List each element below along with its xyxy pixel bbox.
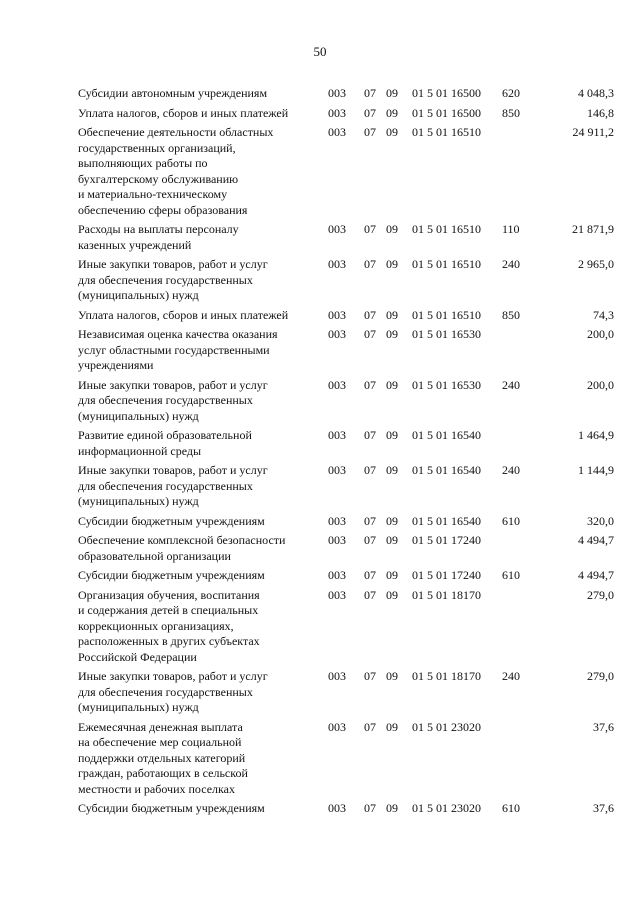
amount: 24 911,2: [572, 125, 614, 139]
subsection-code: 09: [386, 125, 398, 139]
table-row: [78, 428, 614, 459]
subsection-code: 09: [386, 513, 398, 528]
budget-table: [78, 86, 614, 821]
section-code: 07: [364, 801, 376, 815]
subsection-code: 09: [386, 463, 398, 477]
expense-name: Ежемесячная денежная выплата на обеспечение мер социальной поддержки отдельных категорий граждан, работающих в сельской местности и рабочих поселках: [78, 719, 248, 796]
expense-type-code: 850: [502, 105, 520, 120]
amount: 4 048,3: [578, 86, 614, 100]
target-article-code: 01 5 01 16510: [412, 125, 481, 139]
expense-type-code: 240: [502, 463, 520, 477]
expense-name: Субсидии бюджетным учреждениям: [78, 513, 265, 528]
amount: 4 494,7: [578, 568, 614, 582]
expense-type-code: 610: [502, 568, 520, 582]
table-row: [78, 514, 614, 530]
target-article-code: 01 5 01 17240: [412, 568, 481, 582]
department-code: 003: [328, 86, 346, 100]
expense-type-code: 240: [502, 257, 520, 271]
section-code: 07: [364, 86, 376, 100]
department-code: 003: [328, 307, 346, 322]
subsection-code: 09: [386, 428, 398, 442]
expense-name: Иные закупки товаров, работ и услуг для обеспечения государственных (муниципальных) нужд: [78, 669, 268, 714]
section-code: 07: [364, 125, 376, 139]
expense-type-code: 110: [502, 222, 520, 236]
section-code: 07: [364, 222, 376, 236]
expense-name: Субсидии бюджетным учреждениям: [78, 801, 265, 815]
section-code: 07: [364, 105, 376, 120]
table-row: [78, 720, 614, 798]
subsection-code: 09: [386, 257, 398, 271]
table-row: [78, 533, 614, 564]
expense-name: Иные закупки товаров, работ и услуг для обеспечения государственных (муниципальных) нужд: [78, 377, 268, 423]
department-code: 003: [328, 513, 346, 528]
target-article-code: 01 5 01 17240: [412, 533, 481, 547]
table-row: [78, 378, 614, 425]
section-code: 07: [364, 307, 376, 322]
section-code: 07: [364, 463, 376, 477]
amount: 21 871,9: [572, 222, 614, 236]
table-row: [78, 327, 614, 374]
amount: 4 494,7: [578, 533, 614, 547]
table-row: [78, 463, 614, 510]
subsection-code: 09: [386, 568, 398, 582]
amount: 279,0: [587, 587, 614, 602]
expense-name: Уплата налогов, сборов и иных платежей: [78, 307, 289, 322]
expense-name: Уплата налогов, сборов и иных платежей: [78, 105, 289, 120]
amount: 74,3: [593, 307, 614, 322]
subsection-code: 09: [386, 669, 398, 683]
table-row: [78, 308, 614, 324]
target-article-code: 01 5 01 16530: [412, 377, 481, 392]
table-row: [78, 125, 614, 218]
department-code: 003: [328, 463, 346, 477]
target-article-code: 01 5 01 16540: [412, 513, 481, 528]
expense-name: Обеспечение деятельности областных государственных организаций, выполняющих работы по бухгалтерскому обслуживанию и материально-техническому обеспечению сферы образования: [78, 125, 274, 217]
target-article-code: 01 5 01 16500: [412, 86, 481, 100]
amount: 2 965,0: [578, 257, 614, 271]
amount: 37,6: [593, 719, 614, 734]
target-article-code: 01 5 01 18170: [412, 587, 481, 602]
department-code: 003: [328, 719, 346, 734]
subsection-code: 09: [386, 327, 398, 341]
subsection-code: 09: [386, 105, 398, 120]
table-row: [78, 669, 614, 716]
expense-type-code: 850: [502, 307, 520, 322]
target-article-code: 01 5 01 18170: [412, 669, 481, 683]
amount: 200,0: [587, 327, 614, 341]
target-article-code: 01 5 01 16530: [412, 327, 481, 341]
department-code: 003: [328, 222, 346, 236]
expense-type-code: 620: [502, 86, 520, 100]
department-code: 003: [328, 587, 346, 602]
expense-name: Развитие единой образовательной информационной среды: [78, 428, 252, 458]
section-code: 07: [364, 568, 376, 582]
expense-name: Обеспечение комплексной безопасности образовательной организации: [78, 533, 286, 563]
section-code: 07: [364, 327, 376, 341]
expense-type-code: 610: [502, 801, 520, 815]
expense-name: Иные закупки товаров, работ и услуг для обеспечения государственных (муниципальных) нужд: [78, 257, 268, 302]
department-code: 003: [328, 533, 346, 547]
department-code: 003: [328, 257, 346, 271]
table-row: [78, 257, 614, 304]
amount: 279,0: [587, 669, 614, 683]
section-code: 07: [364, 587, 376, 602]
expense-name: Организация обучения, воспитания и содержания детей в специальных коррекционных организациях, расположенных в других субъектах Российской Федерации: [78, 587, 260, 664]
department-code: 003: [328, 669, 346, 683]
amount: 1 144,9: [578, 463, 614, 477]
section-code: 07: [364, 377, 376, 392]
expense-name: Независимая оценка качества оказания услуг областными государственными учреждениями: [78, 327, 278, 372]
table-row: [78, 568, 614, 584]
department-code: 003: [328, 125, 346, 139]
section-code: 07: [364, 669, 376, 683]
expense-name: Субсидии автономным учреждениям: [78, 86, 268, 100]
subsection-code: 09: [386, 307, 398, 322]
expense-name: Расходы на выплаты персоналу казенных учреждений: [78, 222, 239, 252]
department-code: 003: [328, 568, 346, 582]
subsection-code: 09: [386, 801, 398, 815]
subsection-code: 09: [386, 587, 398, 602]
expense-name: Субсидии бюджетным учреждениям: [78, 568, 265, 582]
table-row: [78, 588, 614, 666]
amount: 1 464,9: [578, 428, 614, 442]
expense-type-code: 240: [502, 669, 520, 683]
amount: 320,0: [587, 513, 614, 528]
target-article-code: 01 5 01 16510: [412, 307, 481, 322]
department-code: 003: [328, 801, 346, 815]
expense-type-code: 240: [502, 377, 520, 392]
table-row: [78, 86, 614, 102]
section-code: 07: [364, 257, 376, 271]
subsection-code: 09: [386, 86, 398, 100]
target-article-code: 01 5 01 23020: [412, 719, 481, 734]
table-row: [78, 222, 614, 253]
target-article-code: 01 5 01 16510: [412, 222, 481, 236]
amount: 200,0: [587, 377, 614, 392]
subsection-code: 09: [386, 222, 398, 236]
target-article-code: 01 5 01 16500: [412, 105, 481, 120]
department-code: 003: [328, 105, 346, 120]
table-row: [78, 106, 614, 122]
subsection-code: 09: [386, 377, 398, 392]
target-article-code: 01 5 01 16540: [412, 463, 481, 477]
section-code: 07: [364, 513, 376, 528]
amount: 37,6: [593, 801, 614, 815]
table-row: [78, 801, 614, 817]
department-code: 003: [328, 377, 346, 392]
target-article-code: 01 5 01 23020: [412, 801, 481, 815]
target-article-code: 01 5 01 16540: [412, 428, 481, 442]
section-code: 07: [364, 428, 376, 442]
subsection-code: 09: [386, 533, 398, 547]
page-number: 50: [313, 44, 327, 59]
expense-name: Иные закупки товаров, работ и услуг для обеспечения государственных (муниципальных) нужд: [78, 463, 268, 508]
subsection-code: 09: [386, 719, 398, 734]
section-code: 07: [364, 719, 376, 734]
department-code: 003: [328, 428, 346, 442]
target-article-code: 01 5 01 16510: [412, 257, 481, 271]
department-code: 003: [328, 327, 346, 341]
expense-type-code: 610: [502, 513, 520, 528]
amount: 146,8: [587, 105, 614, 120]
section-code: 07: [364, 533, 376, 547]
